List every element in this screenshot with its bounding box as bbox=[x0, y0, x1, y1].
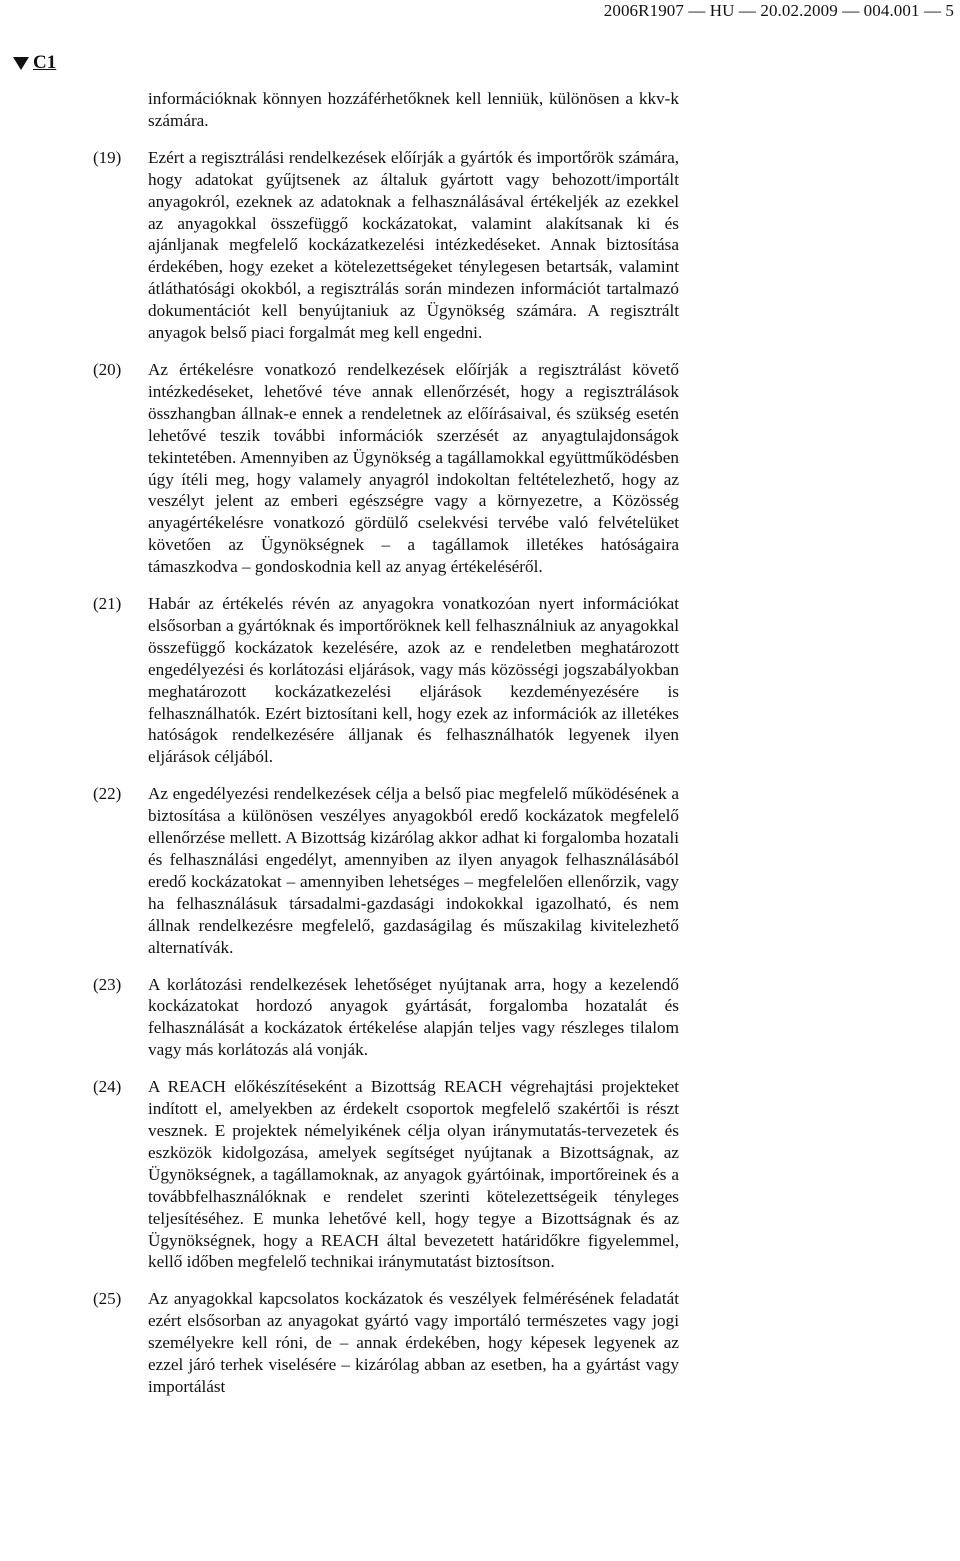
recital-number: (22) bbox=[93, 784, 122, 804]
recital-text: Az anyagokkal kapcsolatos kockázatok és veszélyek felmérésének feladatát ezért elsősorban az anyagokat gyártó vagy importáló természetes vagy jogi személyekre kell róni, de – annak érdekében, hogy képesek legyenek az ezzel járó terhek viselésére – kizárólag abban az esetben, ha a gyártást vagy importálást bbox=[148, 1289, 679, 1396]
recital-number: (25) bbox=[93, 1289, 122, 1309]
recital-25 bbox=[0, 1288, 960, 1398]
recital-number: (23) bbox=[93, 974, 122, 994]
recital-text: Az engedélyezési rendelkezések célja a belső piac megfelelő működésének a biztosítása a különösen veszélyes anyagokból eredő kockázatok megfelelő ellenőrzése mellett. A Bizottság kizárólag akkor adhat ki forgalomba hozatali és felhasználási engedélyt, amennyiben az ilyen anyagok felhasználásából eredő kockázatokat – amennyiben lehetséges – megfelelően ellenőrzik, vagy ha felhasználásuk társadalmi-gazdasági indokokkal igazolható, és nem állnak rendelkezésre megfelelő, gazdaságilag és műszakilag kivitelezhető alternatívák. bbox=[148, 784, 679, 957]
amendment-code: C1 bbox=[33, 52, 57, 73]
recital-number: (24) bbox=[93, 1077, 122, 1097]
recital-number: (19) bbox=[93, 147, 122, 167]
recital-text: A korlátozási rendelkezések lehetőséget nyújtanak arra, hogy a kezelendő kockázatokat hordozó anyagok gyártását, forgalomba hozatalát és felhasználását a kockázatok értékelése alapján teljes vagy részleges tilalom vagy más korlátozás alá vonják. bbox=[148, 974, 679, 1060]
recital-21 bbox=[0, 593, 960, 768]
recital-22 bbox=[0, 783, 960, 958]
triangle-down-icon bbox=[13, 57, 29, 70]
document-body bbox=[0, 88, 960, 1413]
recital-text: Ezért a regisztrálási rendelkezések előírják a gyártók és importőrök számára, hogy adatokat gyűjtsenek az általuk gyártott vagy behozott/importált anyagokról, ezeknek az adatoknak a felhasználásával értékeljék az ezekkel az anyagokkal összefüggő kockázatokat, valamint alakítsanak ki és ajánljanak megfelelő kockázatkezelési intézkedéseket. Annak biztosítása érdekében, hogy ezeket a kötelezettségeket ténylegesen betartsák, valamint átláthatósági okokból, a regisztrálás során mindezen információt tartalmazó dokumentációt kell benyújtaniuk az Ügynökség számára. A regisztrált anyagok belső piaci forgalmát meg kell engedni. bbox=[148, 147, 679, 343]
paragraph-text: információknak könnyen hozzáférhetőknek kell lenniük, különösen a kkv-k számára. bbox=[148, 89, 679, 130]
recital-24 bbox=[0, 1076, 960, 1273]
recital-text: Az értékelésre vonatkozó rendelkezések előírják a regisztrálást követő intézkedéseket, lehetővé téve annak ellenőrzését, hogy a regisztrálások összhangban állnak-e ennek a rendeletnek az előírásaival, és szükség esetén lehetővé teszik további információk szerzését az anyagtulajdonságok tekintetében. Amennyiben az Ügynökség a tagállamokkal együttműködésben úgy ítéli meg, hogy valamely anyagról indokoltan feltételezhető, hogy az veszélyt jelent az emberi egészségre vagy a környezetre, a Közösség anyagértékelésre vonatkozó gördülő cselekvési tervébe való felvételüket követően az Ügynökségnek – a tagállamok illetékes hatóságaira támaszkodva – gondoskodnia kell az anyag értékeléséről. bbox=[148, 359, 679, 577]
recital-number: (20) bbox=[93, 359, 122, 379]
recital-number: (21) bbox=[93, 594, 122, 614]
recital-text: A REACH előkészítéseként a Bizottság REACH végrehajtási projekteket indított el, amelyekben az érdekelt csoportok megfelelő szakértői is részt vesznek. E projektek némelyikének célja olyan iránymutatás-tervezetek és eszközök kidolgozása, amelyek segítséget nyújtanak a Bizottságnak, az Ügynökségnek, a tagállamoknak, az anyagok gyártóinak, importőreinek és a továbbfelhasználóknak e rendelet szerinti kötelezettségeik tényleges teljesítéséhez. E munka lehetővé kell, hogy tegye a Bizottságnak és az Ügynökségnek, hogy a REACH által bevezetett határidőkre figyelemmel, kellő időben megfelelő technikai iránymutatást biztosítson. bbox=[148, 1077, 679, 1272]
continuation-paragraph bbox=[0, 88, 960, 132]
amendment-marker bbox=[13, 51, 56, 75]
document-reference: 2006R1907 — HU — 20.02.2009 — 004.001 — 5 bbox=[603, 1, 954, 20]
recital-text: Habár az értékelés révén az anyagokra vonatkozóan nyert információkat elsősorban a gyártóknak és importőröknek kell felhasználniuk az anyagokkal összefüggő kockázatok kezelésére, azok az e rendeletben meghatározott engedélyezési és korlátozási eljárások, vagy más közösségi jogszabályokban meghatározott kockázatkezelési eljárások kezdeményezésére is felhasználhatók. Ezért biztosítani kell, hogy ezek az információk az illetékes hatóságok rendelkezésére álljanak és felhasználhatók legyenek ilyen eljárások céljából. bbox=[148, 594, 679, 767]
recital-19 bbox=[0, 147, 960, 344]
recital-23 bbox=[0, 974, 960, 1062]
recital-20 bbox=[0, 359, 960, 578]
